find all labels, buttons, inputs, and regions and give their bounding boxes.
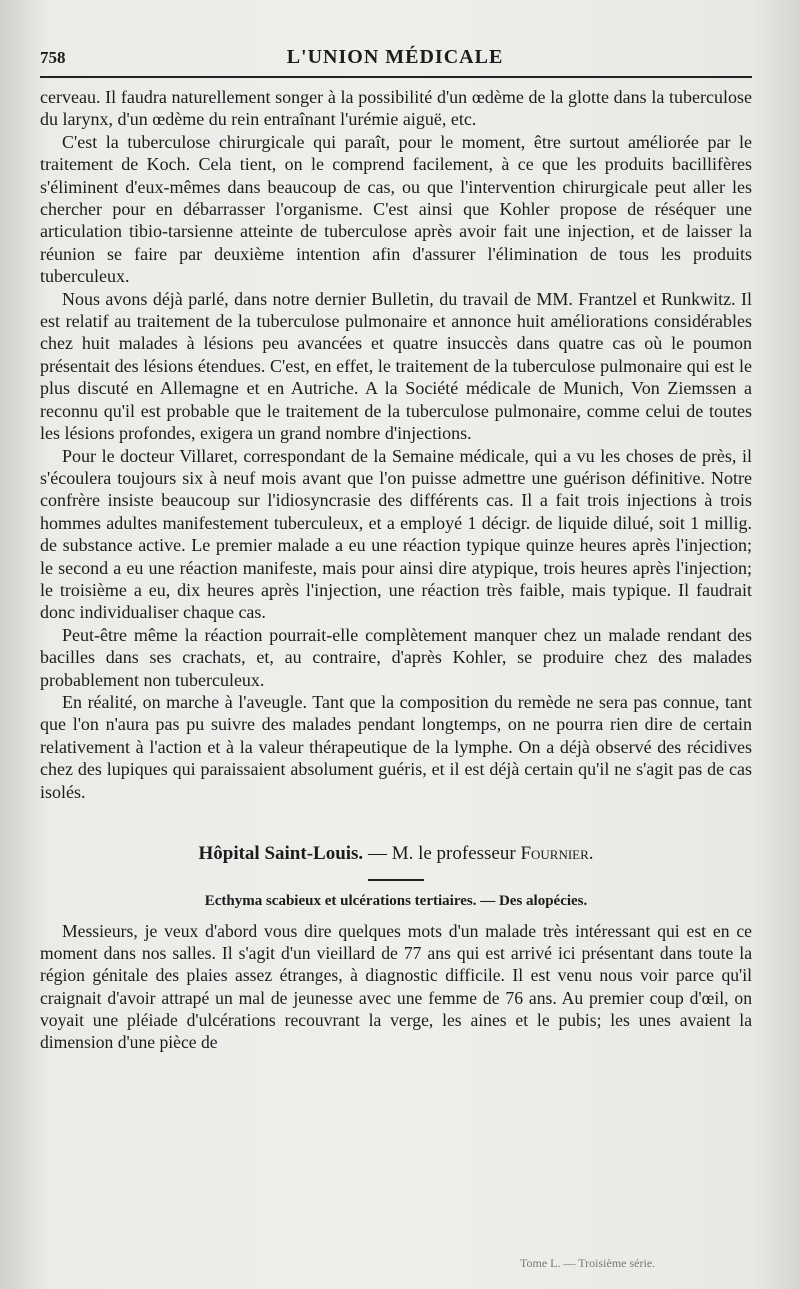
professor-prefix: M. le professeur	[391, 843, 516, 864]
lecture-subtitle: Ecthyma scabieux et ulcérations tertiaires. — Des alopécies.	[204, 893, 588, 909]
professor-name: Fournier.	[520, 843, 594, 864]
section-rule	[368, 879, 424, 881]
section-heading	[40, 843, 752, 865]
paragraph-1: cerveau. Il faudra naturellement songer à la possibilité d'un œdème de la glotte dans la tuberculose du larynx, d'un œdème du rein entraînant l'urémie aiguë, etc.	[40, 87, 752, 130]
paragraph-4: Pour le docteur Villaret, correspondant de la Semaine médicale, qui a vu les choses de près, il s'écoulera toujours six à neuf mois avant que l'on puisse admettre une guérison définitive. Notre confrère insiste beaucoup sur l'idiosyncrasie des différents cas. Il a fait trois injections à trois hommes adultes manifestement tuberculeux, et a employé 1 décigr. de liquide dilué, soit 1 millig. de substance active. Le premier malade a eu une réaction typique quinze heures après l'injection; le second a eu une réaction manifeste, mais pour ainsi dire atypique, trois heures après l'injection; le troisième a eu, dix heures après l'injection, une réaction très faible, mais typique. Il faudrait donc individualiser chaque cas.	[40, 445, 752, 623]
page-number: 758	[40, 48, 66, 67]
article-body	[40, 86, 752, 1053]
header-rule	[40, 76, 752, 78]
paragraph-3: Nous avons déjà parlé, dans notre dernier Bulletin, du travail de MM. Frantzel et Runkwitz. Il est relatif au traitement de la tuberculose pulmonaire et annonce huit améliorations considérables chez huit malades à lésions peu avancées et quatre insuccès dans quatre cas où le poumon présentait des lésions étendues. C'est, en effet, le traitement de la tuberculose pulmonaire qui est le plus discuté en Allemagne et en Autriche. A la Société médicale de Munich, Von Ziemssen a reconnu qu'il est probable que le traitement de la tuberculose pulmonaire, comme celui de toutes les lésions profondes, exigera un grand nombre d'injections.	[40, 288, 752, 444]
lecture-paragraph: Messieurs, je veux d'abord vous dire quelques mots d'un malade très intéressant qui est en ce moment dans nos salles. Il s'agit d'un vieillard de 77 ans qui est arrivé ici présentant dans toute la région génitale des plaies assez étranges, à diagnostic difficile. Il est venu nous voir parce qu'il craignait d'avoir attrapé un mal de jeunesse avec une femme de 76 ans. Au premier coup d'œil, on voyait une pléiade d'ulcérations recouvrant la verge, les aines et le pubis; les unes avaient la dimension d'une pièce de	[40, 921, 752, 1053]
heading-dash: —	[367, 843, 387, 864]
journal-title: L'UNION MÉDICALE	[286, 46, 504, 68]
paragraph-6: En réalité, on marche à l'aveugle. Tant que la composition du remède ne sera pas connue, tant que l'on n'aura pas pu suivre des malades pendant longtemps, on ne pourra rien dire de certain relativement à l'action et à la valeur thérapeutique de la lymphe. On a déjà observé des récidives chez des lupiques qui paraissaient absolument guéris, et il est déjà certain qu'il ne s'agit pas de cas isolés.	[40, 691, 752, 802]
paragraph-5: Peut-être même la réaction pourrait-elle complètement manquer chez un malade rendant des bacilles dans ses crachats, et, au contraire, d'après Kohler, se produire chez des malades probablement non tuberculeux.	[40, 624, 752, 690]
hospital-name: Hôpital Saint-Louis.	[198, 843, 364, 864]
page-header	[40, 44, 750, 74]
paragraph-2: C'est la tuberculose chirurgicale qui paraît, pour le moment, être surtout améliorée par le traitement de Koch. Cela tient, on le comprend facilement, à ce que les produits bacillifères s'éliminent d'eux-mêmes dans beaucoup de cas, ou que l'intervention chirurgicale peut aller les chercher pour en débarrasser l'organisme. C'est ainsi que Kohler propose de réséquer une articulation tibio-tarsienne atteinte de tuberculose après avoir fait une injection, et de laisser la réunion se faire par deuxième intention afin d'assurer l'élimination de tous les produits tuberculeux.	[40, 131, 752, 287]
footer-signature: Tome L. — Troisième série.	[520, 1256, 656, 1270]
